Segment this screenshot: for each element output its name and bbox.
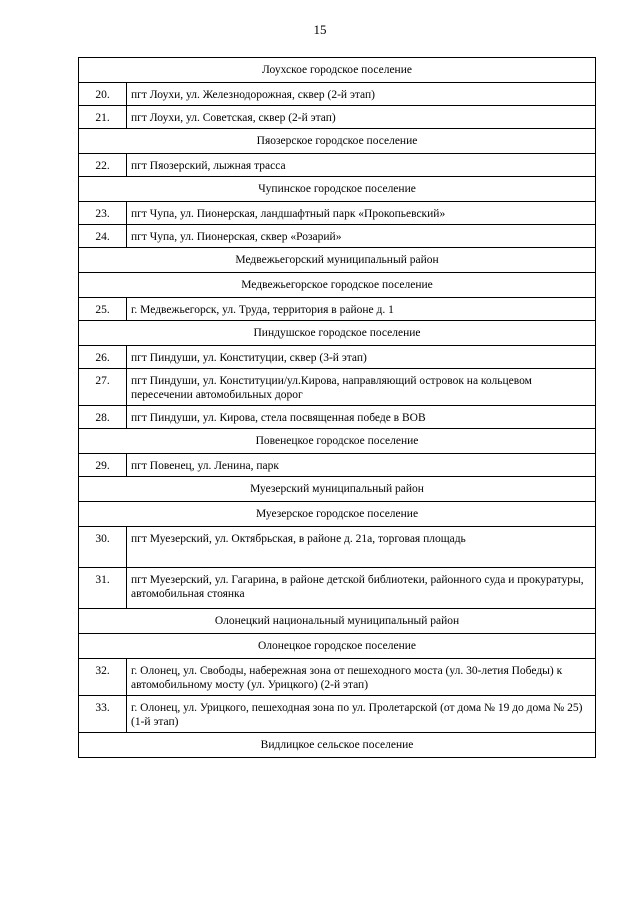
objects-table xyxy=(78,57,596,758)
row-number: 21. xyxy=(79,106,127,129)
table-row xyxy=(79,454,596,477)
row-number: 24. xyxy=(79,225,127,248)
row-number: 22. xyxy=(79,154,127,177)
object-description: г. Медвежьегорск, ул. Труда, территория в районе д. 1 xyxy=(127,298,596,321)
section-header-row xyxy=(79,609,596,634)
table-row xyxy=(79,527,596,568)
table-row xyxy=(79,83,596,106)
page-number: 15 xyxy=(313,22,327,37)
section-header-row xyxy=(79,177,596,202)
section-title: Муезерский муниципальный район xyxy=(79,477,596,502)
table-row xyxy=(79,406,596,429)
row-number: 32. xyxy=(79,659,127,696)
section-title: Лоухское городское поселение xyxy=(79,58,596,83)
object-description: пгт Повенец, ул. Ленина, парк xyxy=(127,454,596,477)
section-title: Олонецкое городское поселение xyxy=(79,634,596,659)
row-number: 28. xyxy=(79,406,127,429)
section-header-row xyxy=(79,273,596,298)
section-header-row xyxy=(79,634,596,659)
section-title: Олонецкий национальный муниципальный район xyxy=(79,609,596,634)
row-number: 33. xyxy=(79,696,127,733)
objects-table-body xyxy=(79,58,596,758)
object-description: пгт Пиндуши, ул. Кирова, стела посвященная победе в ВОВ xyxy=(127,406,596,429)
object-description: пгт Муезерский, ул. Гагарина, в районе детской библиотеки, районного суда и прокуратуры, автомобильная стоянка xyxy=(127,568,596,609)
table-row xyxy=(79,106,596,129)
table-row xyxy=(79,696,596,733)
table-row xyxy=(79,568,596,609)
row-number: 25. xyxy=(79,298,127,321)
row-number: 20. xyxy=(79,83,127,106)
object-description: пгт Муезерский, ул. Октябрьская, в районе д. 21а, торговая площадь xyxy=(127,527,596,568)
section-header-row xyxy=(79,321,596,346)
section-title: Пиндушское городское поселение xyxy=(79,321,596,346)
table-row xyxy=(79,225,596,248)
section-title: Медвежьегорский муниципальный район xyxy=(79,248,596,273)
section-header-row xyxy=(79,477,596,502)
section-title: Видлицкое сельское поселение xyxy=(79,733,596,758)
object-description: пгт Чупа, ул. Пионерская, ландшафтный парк «Прокопьевский» xyxy=(127,202,596,225)
table-row xyxy=(79,298,596,321)
section-header-row xyxy=(79,129,596,154)
section-title: Муезерское городское поселение xyxy=(79,502,596,527)
object-description: г. Олонец, ул. Урицкого, пешеходная зона по ул. Пролетарской (от дома № 19 до дома № 25) (1-й этап) xyxy=(127,696,596,733)
section-header-row xyxy=(79,429,596,454)
object-description: пгт Пиндуши, ул. Конституции, сквер (3-й этап) xyxy=(127,346,596,369)
table-row xyxy=(79,154,596,177)
object-description: пгт Лоухи, ул. Железнодорожная, сквер (2-й этап) xyxy=(127,83,596,106)
section-title: Повенецкое городское поселение xyxy=(79,429,596,454)
table-row xyxy=(79,202,596,225)
row-number: 23. xyxy=(79,202,127,225)
object-description: пгт Чупа, ул. Пионерская, сквер «Розарий» xyxy=(127,225,596,248)
section-header-row xyxy=(79,733,596,758)
object-description: пгт Пиндуши, ул. Конституции/ул.Кирова, направляющий островок на кольцевом пересечении автомобильных дорог xyxy=(127,369,596,406)
section-title: Чупинское городское поселение xyxy=(79,177,596,202)
object-description: г. Олонец, ул. Свободы, набережная зона от пешеходного моста (ул. 30-летия Победы) к автомобильному мосту (ул. Урицкого) (2-й этап) xyxy=(127,659,596,696)
table-row xyxy=(79,346,596,369)
section-title: Пяозерское городское поселение xyxy=(79,129,596,154)
row-number: 30. xyxy=(79,527,127,568)
section-header-row xyxy=(79,248,596,273)
table-row xyxy=(79,659,596,696)
object-description: пгт Пяозерский, лыжная трасса xyxy=(127,154,596,177)
section-header-row xyxy=(79,58,596,83)
row-number: 26. xyxy=(79,346,127,369)
section-title: Медвежьегорское городское поселение xyxy=(79,273,596,298)
object-description: пгт Лоухи, ул. Советская, сквер (2-й этап) xyxy=(127,106,596,129)
table-row xyxy=(79,369,596,406)
section-header-row xyxy=(79,502,596,527)
row-number: 27. xyxy=(79,369,127,406)
row-number: 29. xyxy=(79,454,127,477)
row-number: 31. xyxy=(79,568,127,609)
